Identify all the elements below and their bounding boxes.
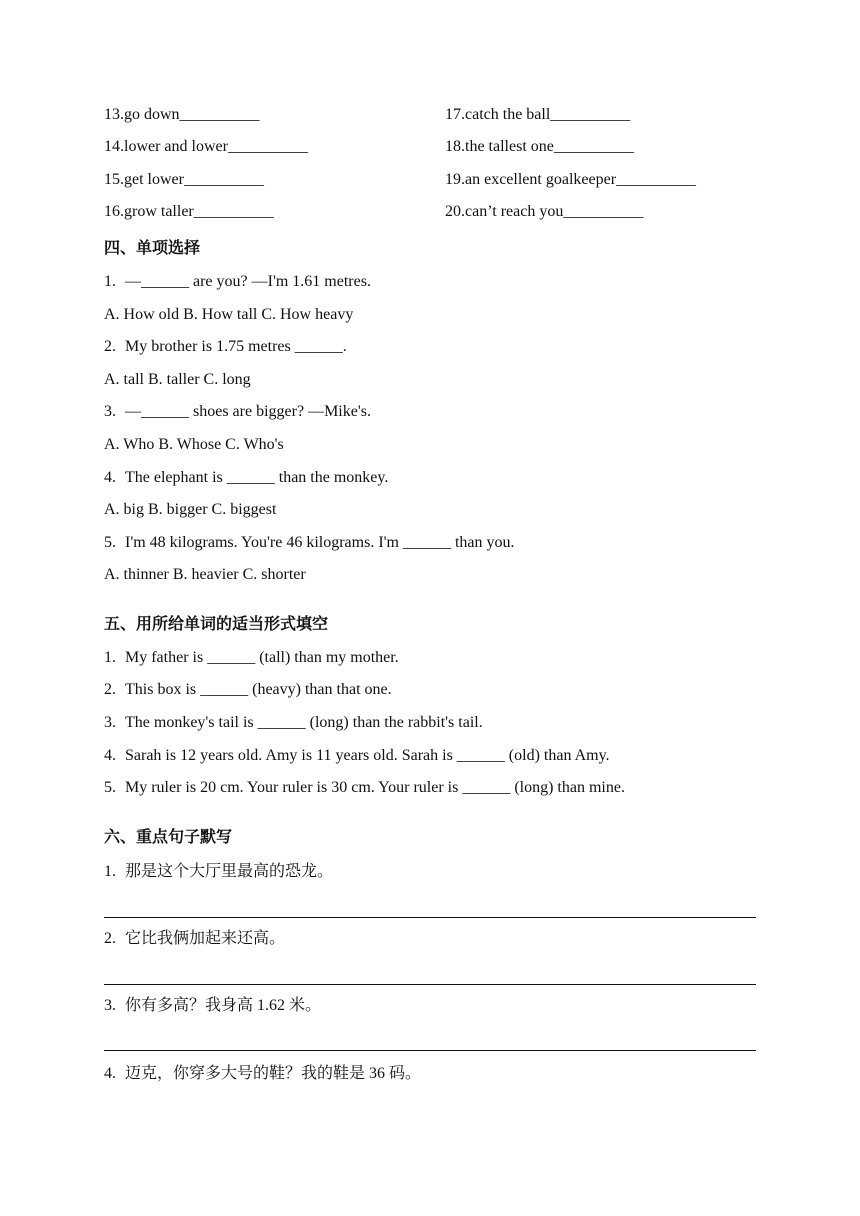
vocab-item: 20.can’t reach you__________ — [445, 203, 644, 220]
item-number: 3. — [104, 714, 116, 731]
question-number: 1. — [104, 273, 116, 290]
vocab-item: 15.get lower__________ — [104, 171, 264, 188]
vocab-item: 16.grow taller__________ — [104, 203, 274, 220]
question-text: —______ are you? —I'm 1.61 metres. — [125, 273, 371, 290]
item-number: 4. — [104, 747, 116, 764]
sentence-item — [104, 996, 321, 1016]
question-text: My brother is 1.75 metres ______. — [125, 338, 347, 355]
question-text: —______ shoes are bigger? —Mike's. — [125, 403, 371, 420]
question-options: A. tall B. taller C. long — [104, 371, 251, 388]
vocab-item: 14.lower and lower__________ — [104, 138, 308, 155]
item-number: 2. — [104, 930, 116, 947]
question — [104, 272, 371, 292]
sentence-item — [104, 862, 333, 882]
section-title: 六、重点句子默写 — [104, 827, 233, 846]
item-text: 你有多高？我身高 1.62 米。 — [125, 997, 322, 1014]
fill-item — [104, 746, 610, 766]
question-options: A. Who B. Whose C. Who's — [104, 436, 284, 453]
vocab-item: 13.go down__________ — [104, 106, 260, 123]
item-number: 4. — [104, 1065, 116, 1082]
vocab-item: 18.the tallest one__________ — [445, 138, 634, 155]
answer-line[interactable] — [104, 984, 756, 985]
vocab-item: 19.an excellent goalkeeper__________ — [445, 171, 697, 188]
item-text: Sarah is 12 years old. Amy is 11 years old. Sarah is ______ (old) than Amy. — [125, 747, 610, 764]
item-number: 3. — [104, 997, 116, 1014]
sentence-item — [104, 929, 285, 949]
question-options: A. How old B. How tall C. How heavy — [104, 306, 354, 323]
fill-item — [104, 680, 392, 700]
item-number: 2. — [104, 681, 116, 698]
question-number: 3. — [104, 403, 116, 420]
question-number: 2. — [104, 338, 116, 355]
vocab-item: 17.catch the ball__________ — [445, 106, 631, 123]
question — [104, 533, 515, 553]
item-text: This box is ______ (heavy) than that one. — [125, 681, 392, 698]
question-text: I'm 48 kilograms. You're 46 kilograms. I'm ______ than you. — [125, 534, 515, 551]
question — [104, 468, 388, 488]
answer-line[interactable] — [104, 1050, 756, 1051]
item-text: 迈克，你穿多大号的鞋？我的鞋是 36 码。 — [125, 1065, 422, 1082]
sentence-item — [104, 1064, 421, 1084]
item-text: 它比我俩加起来还高。 — [125, 930, 286, 947]
question — [104, 337, 347, 357]
fill-item — [104, 713, 483, 733]
answer-line[interactable] — [104, 917, 756, 918]
question-number: 5. — [104, 534, 116, 551]
fill-item — [104, 778, 625, 798]
fill-item — [104, 648, 399, 668]
item-number: 5. — [104, 779, 116, 796]
item-number: 1. — [104, 649, 116, 666]
question — [104, 402, 371, 422]
question-options: A. big B. bigger C. biggest — [104, 501, 277, 518]
item-number: 1. — [104, 863, 116, 880]
item-text: The monkey's tail is ______ (long) than the rabbit's tail. — [125, 714, 483, 731]
question-options: A. thinner B. heavier C. shorter — [104, 566, 306, 583]
item-text: 那是这个大厅里最高的恐龙。 — [125, 863, 334, 880]
question-text: The elephant is ______ than the monkey. — [125, 469, 389, 486]
item-text: My father is ______ (tall) than my mother. — [125, 649, 399, 666]
item-text: My ruler is 20 cm. Your ruler is 30 cm. Your ruler is ______ (long) than mine. — [125, 779, 625, 796]
section-title: 五、用所给单词的适当形式填空 — [104, 614, 329, 633]
question-number: 4. — [104, 469, 116, 486]
section-title: 四、单项选择 — [104, 238, 201, 257]
